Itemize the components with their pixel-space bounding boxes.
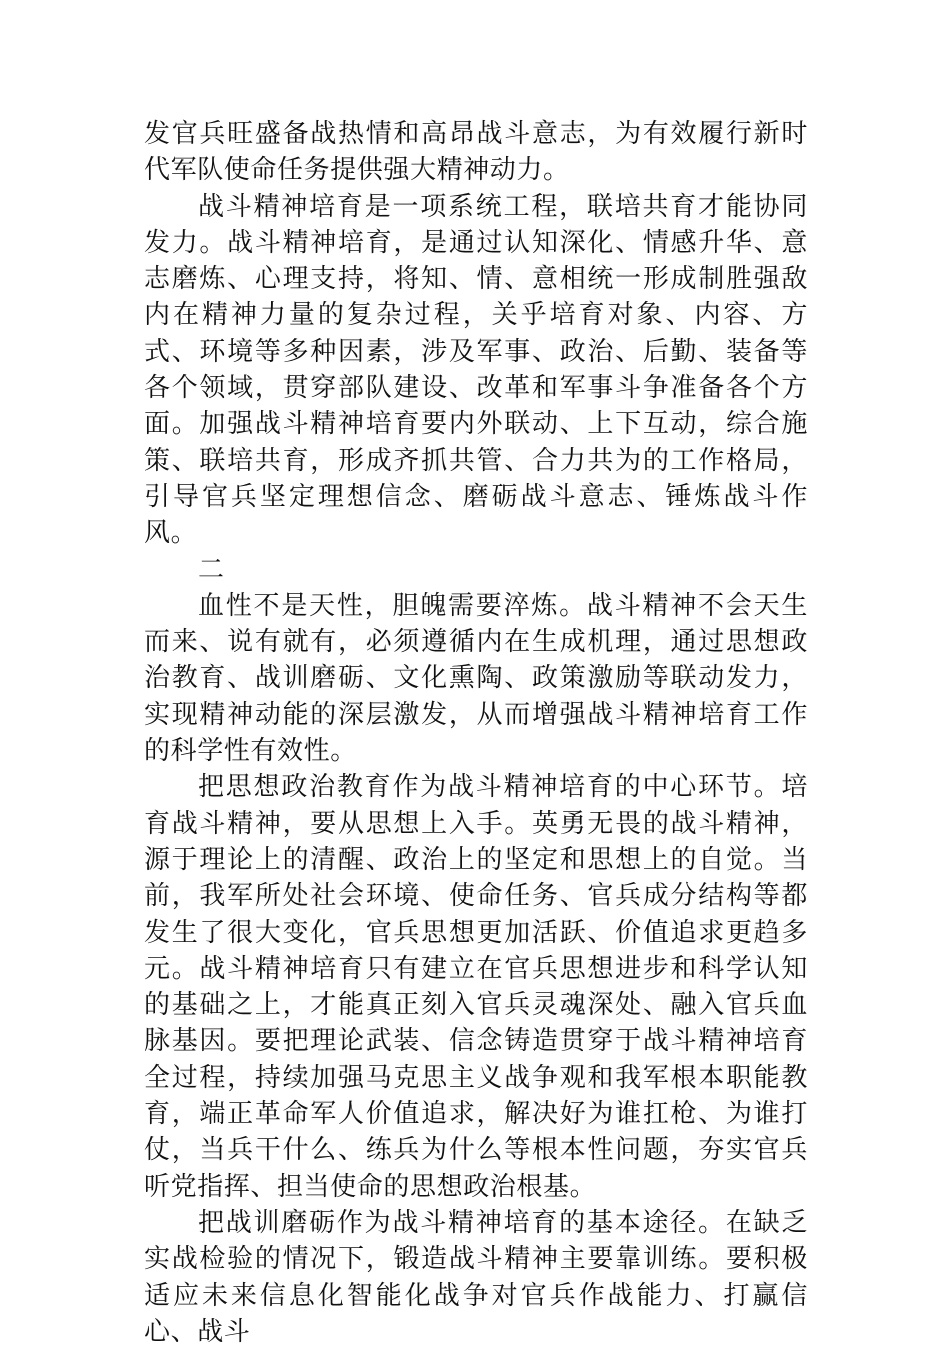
paragraph-2: 战斗精神培育是一项系统工程，联培共育才能协同发力。战斗精神培育，是通过认知深化、情感升华、意志磨炼、心理支持，将知、情、意相统一形成制胜强敌内在精神力量的复杂过程，关乎培育对象、内容、方式、环境等多种因素，涉及军事、政治、后勤、装备等各个领域，贯穿部队建设、改革和军事斗争准备各个方面。加强战斗精神培育要内外联动、上下互动，综合施策、联培共育，形成齐抓共管、合力共为的工作格局，引导官兵坚定理想信念、磨砺战斗意志、锤炼战斗作风。 bbox=[144, 191, 808, 549]
paragraph-5: 把战训磨砺作为战斗精神培育的基本途径。在缺乏实战检验的情况下，锻造战斗精神主要靠训练。要积极适应未来信息化智能化战争对官兵作战能力、打赢信心、战斗 bbox=[144, 1207, 808, 1347]
paragraph-3: 血性不是天性，胆魄需要淬炼。战斗精神不会天生而来、说有就有，必须遵循内在生成机理，通过思想政治教育、战训磨砺、文化熏陶、政策激励等联动发力，实现精神动能的深层激发，从而增强战斗精神培育工作的科学性有效性。 bbox=[144, 590, 808, 767]
paragraph-4: 把思想政治教育作为战斗精神培育的中心环节。培育战斗精神，要从思想上入手。英勇无畏的战斗精神，源于理论上的清醒、政治上的坚定和思想上的自觉。当前，我军所处社会环境、使命任务、官兵成分结构等都发生了很大变化，官兵思想更加活跃、价值追求更趋多元。战斗精神培育只有建立在官兵思想进步和科学认知的基础之上，才能真正刻入官兵灵魂深处、融入官兵血脉基因。要把理论武装、信念铸造贯穿于战斗精神培育全过程，持续加强马克思主义战争观和我军根本职能教育，端正革命军人价值追求，解决好为谁扛枪、为谁打仗，当兵干什么、练兵为什么等根本性问题，夯实官兵听党指挥、担当使命的思想政治根基。 bbox=[144, 772, 808, 1202]
paragraph-1: 发官兵旺盛备战热情和高昂战斗意志，为有效履行新时代军队使命任务提供强大精神动力。 bbox=[144, 119, 808, 186]
section-heading-two: 二 bbox=[198, 554, 225, 585]
document-body bbox=[144, 116, 808, 1350]
